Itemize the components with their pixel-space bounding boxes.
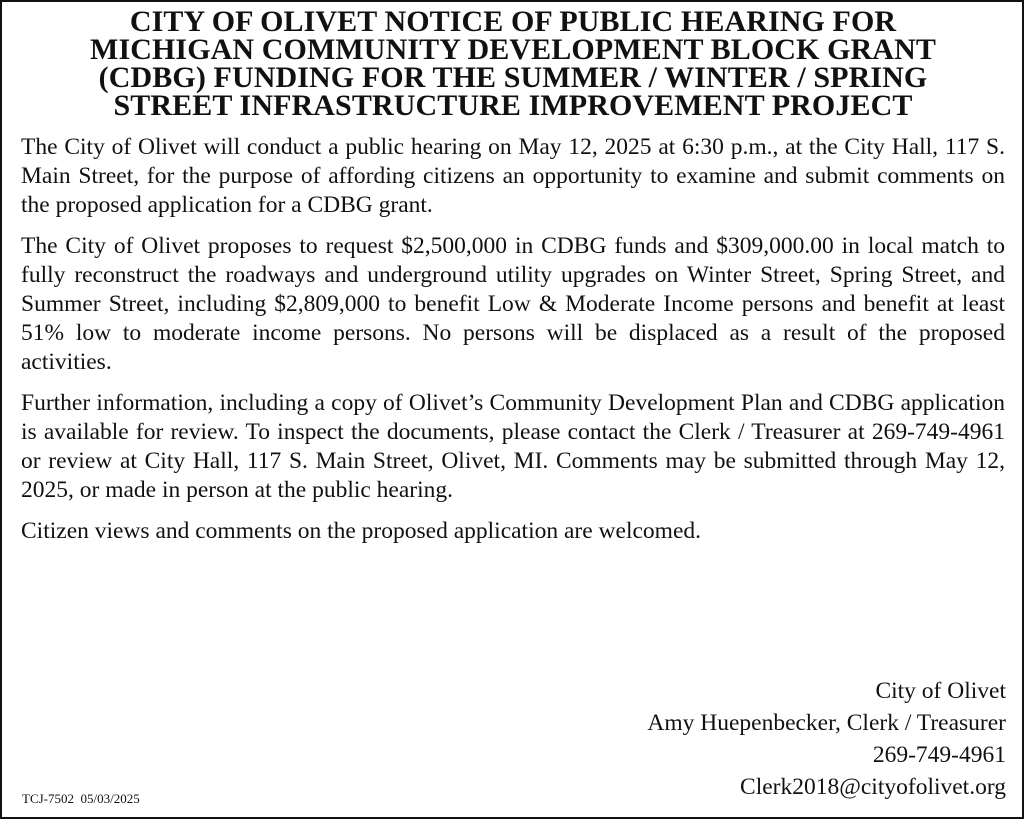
signature-name-title: Amy Huepenbecker, Clerk / Treasurer: [647, 710, 1006, 736]
signature-organization: City of Olivet: [875, 678, 1006, 704]
title-line: STREET INFRASTRUCTURE IMPROVEMENT PROJECT: [113, 89, 913, 122]
notice-body: [21, 133, 1005, 546]
title-line: MICHIGAN COMMUNITY DEVELOPMENT BLOCK GRANT: [90, 33, 936, 66]
funding-paragraph: The City of Olivet proposes to request $2,500,000 in CDBG funds and $309,000.00 in local match to fully reconstruct the roadways and underground utility upgrades on Winter Street, Spring Street, and Summer Street, including $2,809,000 to benefit Low & Moderate Income persons and benefit at least 51% low to moderate income persons. No persons will be displaced as a result of the proposed activities.: [21, 233, 1005, 375]
signature-block: [647, 675, 1006, 803]
title-line: (CDBG) FUNDING FOR THE SUMMER / WINTER / SPRING: [98, 61, 928, 94]
hearing-paragraph: The City of Olivet will conduct a public hearing on May 12, 2025 at 6:30 p.m., at the City Hall, 117 S. Main Street, for the purpose of affording citizens an opportunity to examine and submit comments on the proposed application for a CDBG grant.: [21, 134, 1005, 218]
notice-title: [21, 5, 1005, 122]
signature-email: Clerk2018@cityofolivet.org: [740, 774, 1006, 800]
information-paragraph: Further information, including a copy of Olivet’s Community Development Plan and CDBG application is available for review. To inspect the documents, please contact the Clerk / Treasurer at 269-749-4961 or review at City Hall, 117 S. Main Street, Olivet, MI. Comments may be submitted through May 12, 2025, or made in person at the public hearing.: [21, 390, 1005, 503]
title-line: CITY OF OLIVET NOTICE OF PUBLIC HEARING FOR: [129, 5, 897, 38]
publication-reference: TCJ-7502 05/03/2025: [22, 791, 140, 806]
signature-phone: 269-749-4961: [872, 742, 1006, 768]
welcome-paragraph: Citizen views and comments on the proposed application are welcomed.: [21, 518, 701, 544]
